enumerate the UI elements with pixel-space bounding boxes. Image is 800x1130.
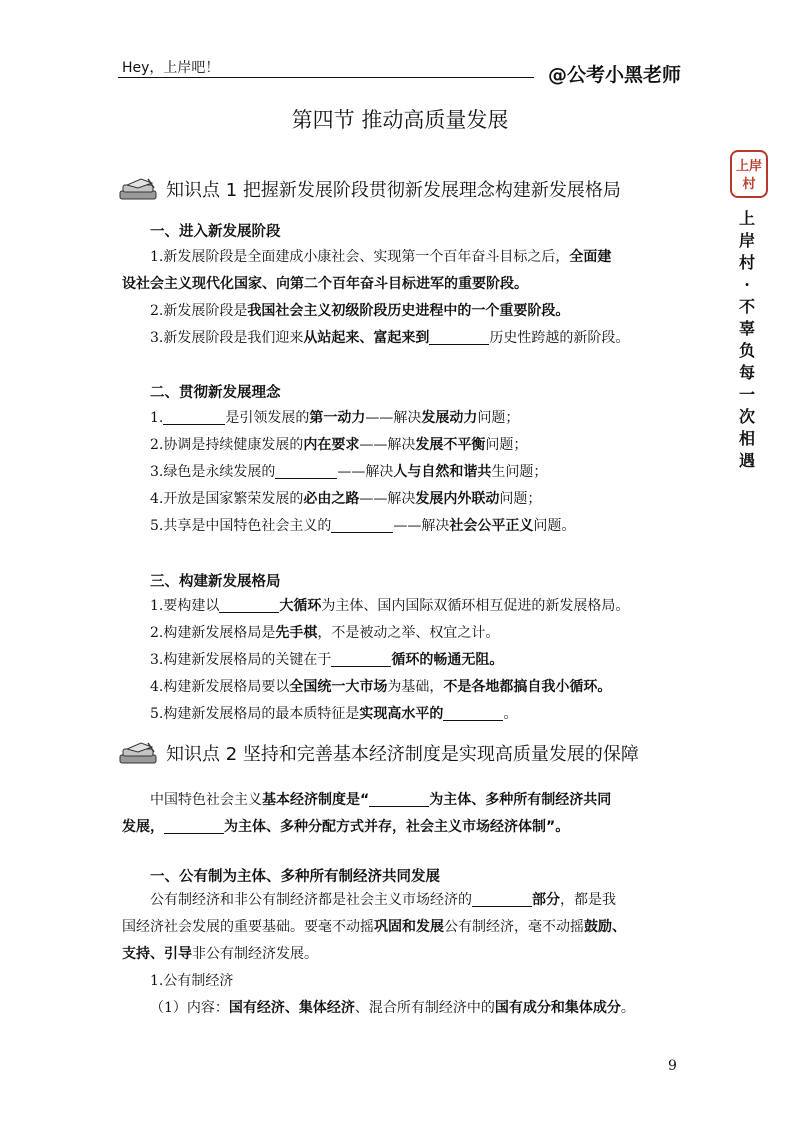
section-heading: 一、进入新发展阶段: [150, 224, 281, 240]
side-motto: 上岸村 · 不辜负每一次相遇: [738, 209, 755, 470]
list-item: 2.构建新发展格局是先手棋，不是被动之举、权宜之计。: [150, 625, 500, 641]
page-title: 第四节 推动高质量发展: [291, 108, 509, 132]
book-stack-icon: [118, 740, 160, 766]
knowledge-point-2: [118, 738, 639, 768]
paragraph-line: 中国特色社会主义基本经济制度是“ 为主体、多种所有制经济共同: [150, 792, 612, 808]
paragraph-line: 1.公有制经济: [150, 973, 234, 989]
paragraph-line: 支持、引导非公有制经济发展。: [122, 946, 318, 962]
paragraph-line: 国经济社会发展的重要基础。要毫不动摇巩固和发展公有制经济，毫不动摇鼓励、: [122, 919, 626, 935]
header-author: @公考小黑老师: [548, 64, 682, 86]
list-item: 5.共享是中国特色社会主义的 ——解决社会公平正义问题。: [150, 518, 576, 534]
section-heading: 二、贯彻新发展理念: [150, 385, 281, 401]
knowledge-point-2-label: 知识点 2 坚持和完善基本经济制度是实现高质量发展的保障: [166, 744, 639, 765]
fill-blank: [275, 463, 337, 479]
header-rule: [118, 77, 534, 78]
section-heading: 一、公有制为主体、多种所有制经济共同发展: [150, 869, 440, 885]
paragraph-line: 3.新发展阶段是我们迎来从站起来、富起来到 历史性跨越的新阶段。: [150, 330, 630, 346]
paragraph-line: 2.新发展阶段是我国社会主义初级阶段历史进程中的一个重要阶段。: [150, 303, 570, 319]
fill-blank: [331, 651, 391, 667]
list-item: 4.构建新发展格局要以全国统一大市场为基础，不是各地都搞自我小循环。: [150, 679, 612, 695]
paragraph-line: 1.新发展阶段是全面建成小康社会、实现第一个百年奋斗目标之后，全面建: [150, 249, 612, 265]
fill-blank: [164, 818, 224, 834]
book-stack-icon: [118, 176, 160, 202]
header-left-text: Hey，上岸吧！: [122, 60, 220, 76]
list-item: 3.构建新发展格局的关键在于 循环的畅通无阻。: [150, 652, 504, 668]
seal-logo: 上岸 村: [730, 150, 768, 198]
page-number: 9: [668, 1058, 677, 1074]
fill-blank: [219, 597, 279, 613]
paragraph-line: 设社会主义现代化国家、向第二个百年奋斗目标进军的重要阶段。: [122, 276, 528, 292]
knowledge-point-1-label: 知识点 1 把握新发展阶段贯彻新发展理念构建新发展格局: [166, 180, 621, 201]
section-heading: 三、构建新发展格局: [150, 574, 281, 590]
fill-blank: [331, 517, 393, 533]
fill-blank: [443, 705, 503, 721]
fill-blank: [429, 329, 489, 345]
paragraph-line: 发展， 为主体、多种分配方式并存，社会主义市场经济体制”。: [122, 819, 570, 835]
fill-blank: [472, 891, 532, 907]
list-item: 3.绿色是永续发展的 ——解决人与自然和谐共生问题；: [150, 464, 548, 480]
paragraph-line: 公有制经济和非公有制经济都是社会主义市场经济的 部分，都是我: [150, 892, 616, 908]
fill-blank: [369, 791, 429, 807]
paragraph-line: （1）内容：国有经济、集体经济、混合所有制经济中的国有成分和集体成分。: [150, 1000, 635, 1016]
list-item: 1. 是引领发展的第一动力——解决发展动力问题；: [150, 410, 520, 426]
list-item: 4.开放是国家繁荣发展的必由之路——解决发展内外联动问题；: [150, 491, 542, 507]
fill-blank: [163, 409, 225, 425]
list-item: 1.要构建以 大循环为主体、国内国际双循环相互促进的新发展格局。: [150, 598, 630, 614]
knowledge-point-1: [118, 174, 621, 204]
list-item: 2.协调是持续健康发展的内在要求——解决发展不平衡问题；: [150, 437, 528, 453]
list-item: 5.构建新发展格局的最本质特征是实现高水平的 。: [150, 706, 518, 722]
